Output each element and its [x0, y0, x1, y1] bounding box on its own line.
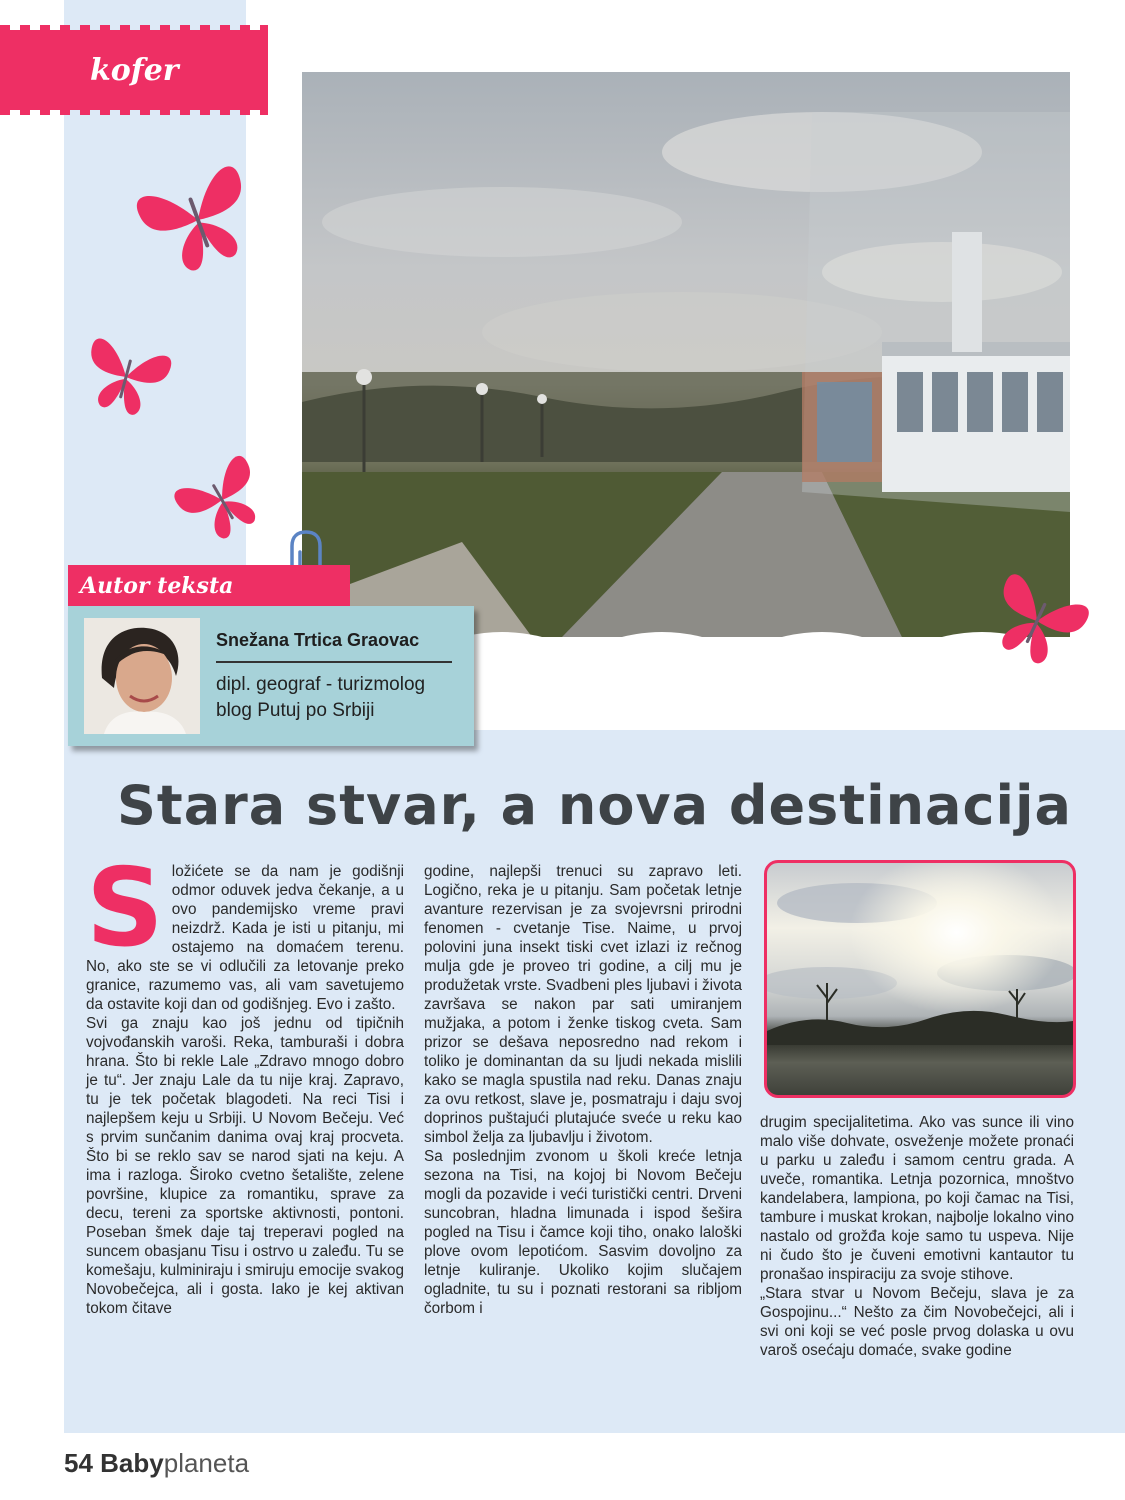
article-paragraph: „Stara stvar u Novom Bečeju, slava je za Gospojinu...“ Nešto za čim Novobečejci, ali i svi oni koji se već posle prvog dolaska u ovu varoš osećaju domaće, svake godine — [760, 1285, 1074, 1359]
article-column-2 — [424, 862, 742, 1318]
brand-name-light: planeta — [163, 1448, 250, 1478]
main-photo — [302, 72, 1070, 637]
article-paragraph: Svi ga znaju kao još jednu od tipičnih vojvođanskih varoši. Reka, tamburaši i dobra hrana. Što bi rekle Lale „Zdravo mnogo dobro je tu“. Jer znaju Lale da tu nije kraj. Zapravo, tu je tek početak blagodeti. Na reci Tisi i najlepšem keju u Srbiji. U Novom Bečeju. Već s prvim sunčanim danima ovaj kraj procveta. Što bi se reklo sav se narod sjati na keju. A ima i razloga. Široko cvetno šetalište, zelene površine, klupice za romantiku, sprave za decu, tereni za sportske aktivnosti, pontoni. Poseban šmek daje taj treperavi pogled na suncem obasjanu Tisu i ostrvo u zaleđu. Tu se komešaju, kulminiraju i smiruju emocije svakog Novobečejca, ali i gosta. Iako je kej aktivan tokom čitave — [86, 1015, 404, 1317]
author-header-label: Autor teksta — [80, 573, 234, 599]
butterfly-icon — [982, 566, 1092, 676]
article-column-3 — [760, 1113, 1074, 1360]
article-paragraph — [86, 846, 404, 1014]
page-footer — [64, 1448, 249, 1479]
author-portrait-illustration — [84, 618, 200, 734]
author-box — [68, 606, 474, 746]
section-label: kofer — [90, 52, 179, 88]
article-paragraph: Sa poslednjim zvonom u školi kreće letnja sezona na Tisi, na kojoj bi Novom Bečeju mogli da pozavide i veći turistički centri. Drveni suncobran, hladna limunada i ispod šešira pogled na Tisu i čamce koji tiho, onako laloški plove ovom lepotićom. Sasvim dovoljno za letnje kuliranje. Ukoliko kojim slučajem ogladnite, tu su i poznati restorani sa ribljom čorbom i — [424, 1148, 742, 1317]
author-header — [68, 565, 350, 607]
author-photo — [84, 618, 200, 734]
article-paragraph-text: ložićete se da nam je godišnji odmor oduvek jedva čekanje, a u ovo pandemijsko vreme pravi neizdrž. Kada je isti u pitanju, mi ostajemo na domaćem terenu. No, ako ste se vi odlučili za letovanje preko granice, razumemo vas, ali vam savetujemo da ostavite koji dan od godišnjeg. Evo i zašto. — [86, 863, 404, 1013]
sunset-photo-illustration — [767, 863, 1073, 1095]
sunset-photo — [764, 860, 1076, 1098]
page-number: 54 — [64, 1448, 93, 1478]
drop-cap: S — [86, 846, 164, 971]
butterfly-icon — [132, 150, 264, 290]
article-paragraph: drugim specijalitetima. Ako vas sunce ili vino malo više dohvate, osveženje možete pronaći u parku u zaleđu i samom centru grada. A uveče, romantika. Letnja pozornica, mnoštvo kandelabera, lampiona, po koji čamac na Tisi, tambure i muskat krokan, najbolje lokalno vino nastalo od grožđa koje samo tu uspeva. Nije ni čudo što je čuveni emotivni kantautor tu pronašao inspiraciju za svoje stihove. — [760, 1114, 1074, 1283]
promenade-photo-illustration — [302, 72, 1070, 637]
brand-name-bold: Baby — [100, 1448, 164, 1478]
butterfly-icon — [76, 322, 176, 432]
headline: Stara stvar, a nova destinacija — [117, 774, 1072, 837]
article-paragraph: godine, najlepši trenuci su zapravo leti. Logično, reka je u pitanju. Sam početak letnje avanture rezervisan je za svojevrsni prirodni fenomen - cvetanje Tise. Naime, u prvoj polovini juna insekt tiski cvet izlazi iz rečnog mulja gde je proveo tri godine, a cilj mu je produžetak vrste. Svadbeni ples ljubavi i života završava se nakon par sati umiranjem mužjaka, a potom i ženke tiskog cveta. Sam prizor se dešava neposredno nad rekom i toliko je dominantan da su ljudi nekada mislili kako se magla spustila nad reku. Danas znaju za ovu retkost, slave je, posmatraju i daju svoj doprinos puštajući plutajuće sveće u reku kao simbol želja za ljubavlju i životom. — [424, 863, 742, 1146]
section-tag — [0, 30, 268, 110]
author-name: Snežana Trtica Graovac — [216, 630, 452, 663]
author-blog: blog Putuj po Srbiji — [216, 700, 375, 721]
butterfly-icon — [172, 450, 272, 550]
author-title: dipl. geograf - turizmolog — [216, 674, 426, 695]
article-column-1 — [86, 846, 404, 1318]
